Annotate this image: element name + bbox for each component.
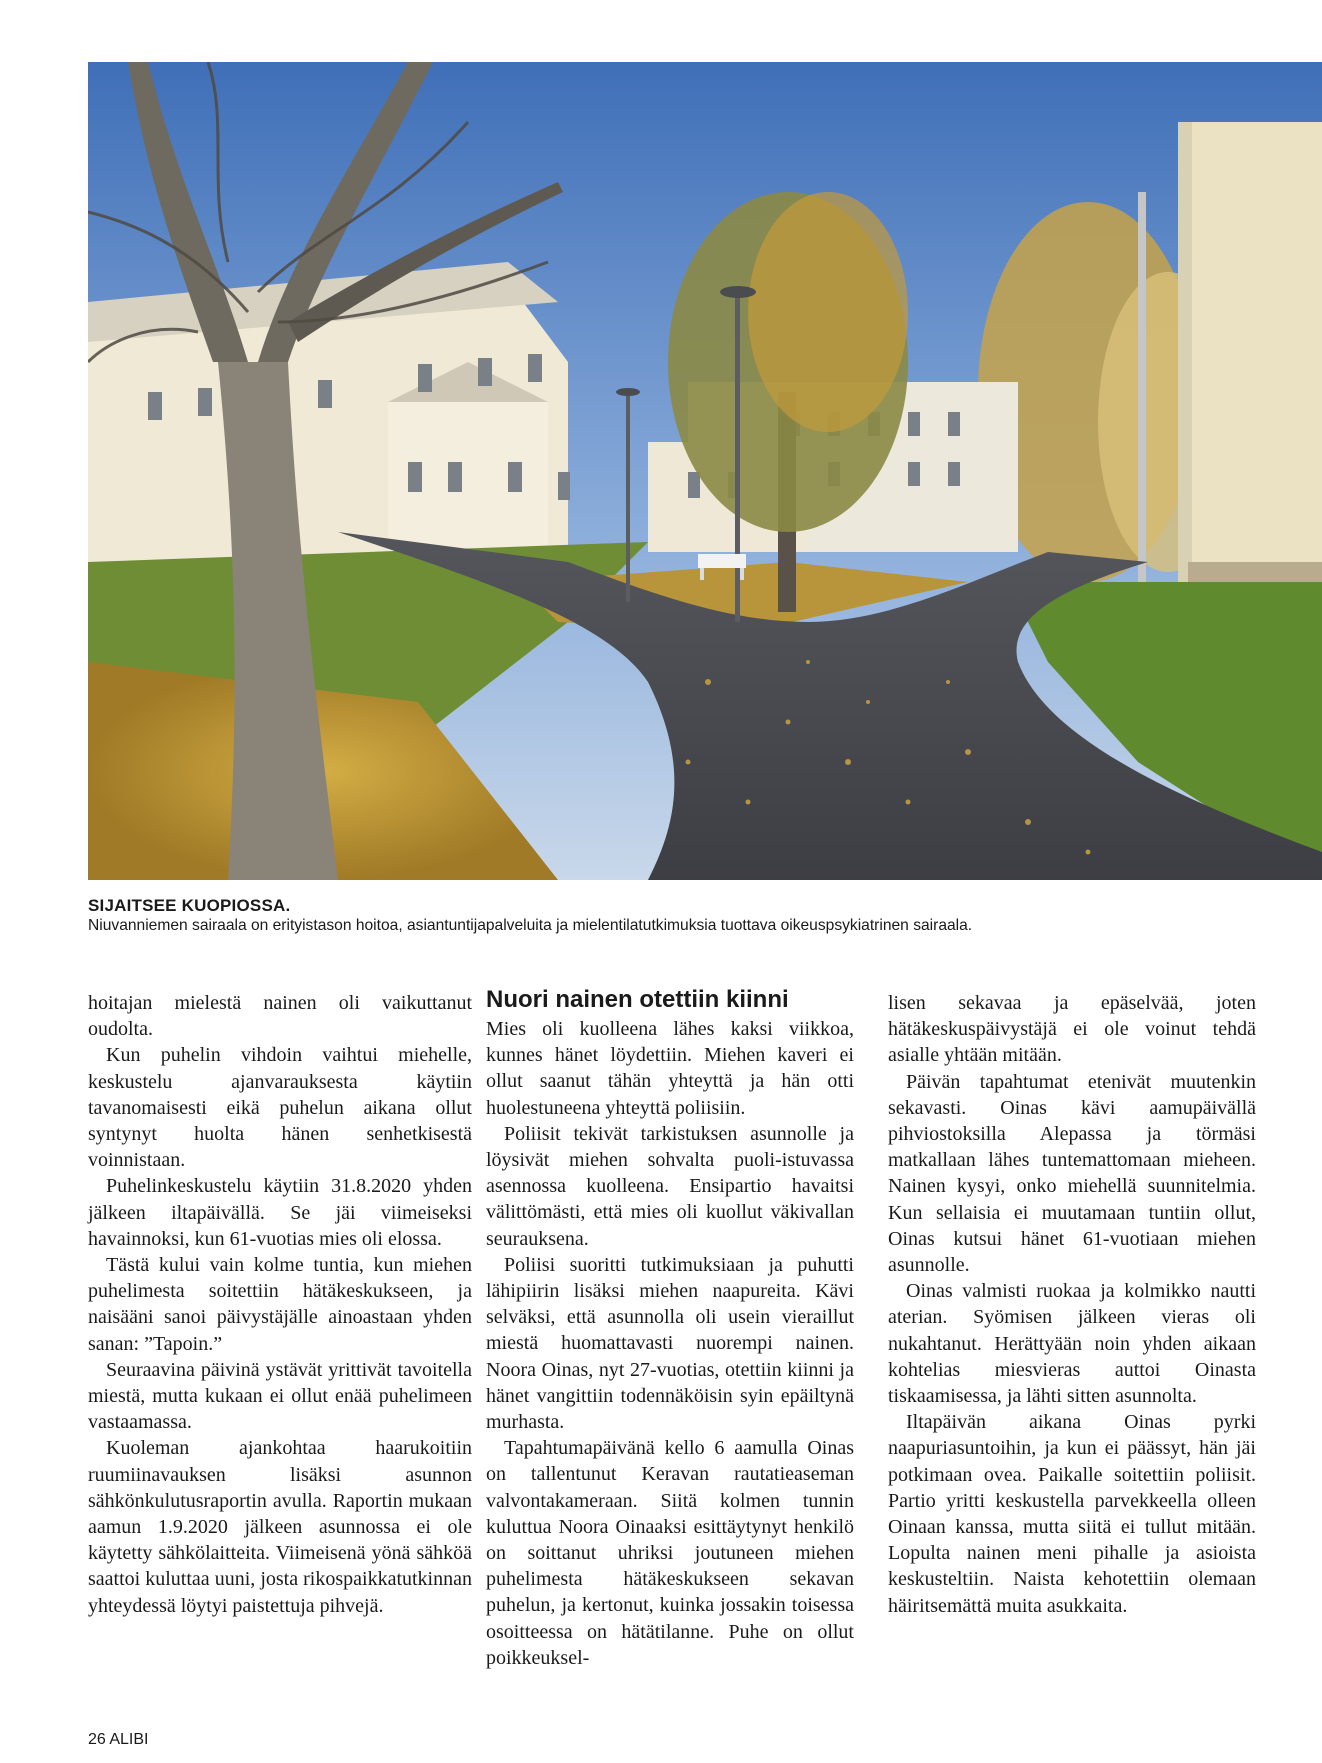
page-folio: 26 ALIBI — [88, 1731, 149, 1748]
caption-text: Niuvanniemen sairaala on erityistason hoitoa, asiantuntijapalveluita ja mielentilatutkimuksia tuottava oikeuspsykiatrinen sairaala. — [88, 917, 973, 934]
body-paragraph: Kun puhelin vihdoin vaihtui miehelle, keskustelu ajanvarauksesta käytiin tavanomaisesti eikä puhelun aikana ollut syntynyt huolta hänen senhetkisestä voinnistaan. — [88, 1044, 472, 1172]
body-paragraph: Iltapäivän aikana Oinas pyrki naapuriasuntoihin, ja kun ei päässyt, hän jäi potkimaan ovea. Paikalle soitettiin poliisit. Partio yritti keskustella parvekkeella olleen Oinaan kanssa, mutta siitä ei tullut mitään. Lopulta nainen meni pihalle ja asioista keskusteltiin. Naista kehotettiin olemaan häiritsemättä muita asukkaita. — [888, 1411, 1256, 1617]
body-paragraph: Oinas valmisti ruokaa ja kolmikko nautti aterian. Syömisen jälkeen vieras oli nukahtanut. Herättyään noin yhden aikaan kohtelias miesvieras auttoi Oinasta tiskaamisessa, ja lähti sitten asunnolta. — [888, 1280, 1256, 1408]
body-paragraph: Mies oli kuolleena lähes kaksi viikkoa, kunnes hänet löydettiin. Miehen kaveri ei ollut saanut tähän yhteyttä ja hän otti huolestuneena yhteyttä poliisiin. — [486, 1018, 854, 1119]
photo-illustration — [88, 62, 1322, 880]
body-paragraph: hoitajan mielestä nainen oli vaikuttanut oudolta. — [88, 992, 472, 1041]
article-column-1 — [88, 990, 472, 1619]
photo-caption — [88, 896, 1268, 936]
body-paragraph: Seuraavina päivinä ystävät yrittivät tavoitella miestä, mutta kukaan ei ollut enää puhelimeen vastaamassa. — [88, 1358, 472, 1434]
body-paragraph: Päivän tapahtumat etenivät muutenkin sekavasti. Oinas kävi aamupäivällä pihviostoksilla Alepassa ja törmäsi matkallaan lähes tuntemattomaan mieheen. Nainen kysyi, onko miehellä suunnitelmia. Kun sellaisia ei muutamaan tuntiin ollut, Oinas kutsui hänet 61-vuotiaan miehen asunnolle. — [888, 1070, 1256, 1277]
body-paragraph: Poliisi suoritti tutkimuksiaan ja puhutti lähipiirin lisäksi miehen naapureita. Kävi selväksi, että asunnolla oli usein vieraillut miestä huomattavasti nuorempi nainen. Noora Oinas, nyt 27-vuotias, otettiin kiinni ja hänet vangittiin todennäköisin syin epäiltynä murhasta. — [486, 1253, 854, 1434]
body-paragraph: Tapahtumapäivänä kello 6 aamulla Oinas on tallentunut Keravan rautatieaseman valvontakameraan. Siitä kolmen tunnin kuluttua Noora Oinaaksi esittäytynyt henkilö on soittanut uhriksi joutuneen miehen puhelimesta hätäkeskukseen sekavan puhelun, ja kertonut, kuinka jossakin toisessa osoitteessa on hätätilanne. Puhe on ollut poikkeuksel- — [486, 1437, 854, 1669]
article-column-2 — [486, 986, 854, 1671]
section-heading: Nuori nainen otettiin kiinni — [486, 986, 789, 1013]
body-paragraph: Puhelinkeskustelu käytiin 31.8.2020 yhden jälkeen iltapäivällä. Se jäi viimeiseksi havainnoksi, kun 61-vuotias mies oli elossa. — [88, 1175, 472, 1250]
body-paragraph: Poliisit tekivät tarkistuksen asunnolle ja löysivät miehen sohvalta puoli-istuvassa asennossa kuolleena. Ensipartio havaitsi välittömästi, että mies oli kuollut väkivallan seurauksena. — [486, 1122, 854, 1250]
body-paragraph: Kuoleman ajankohtaa haarukoitiin ruumiinavauksen lisäksi asunnon sähkönkulutusraportin avulla. Raportin mukaan aamun 1.9.2020 jälkeen asunnossa ei ole käytetty sähkölaitteita. Viimeisenä yönä sähköä saattoi kuluttaa uuni, josta rikospaikkatutkinnan yhteydessä löytyi paistettuja pihvejä. — [88, 1437, 472, 1617]
hospital-courtyard-photo — [88, 62, 1322, 880]
caption-title: SIJAITSEE KUOPIOSSA. — [88, 896, 291, 915]
body-paragraph: Tästä kului vain kolme tuntia, kun miehen puhelimesta soitettiin hätäkeskukseen, ja naisääni sanoi päivystäjälle ainoastaan yhden sanan: ”Tapoin.” — [88, 1254, 472, 1355]
body-paragraph: lisen sekavaa ja epäselvää, joten hätäkeskuspäivystäjä ei ole voinut tehdä asialle yhtään mitään. — [888, 992, 1256, 1067]
article-column-3 — [888, 990, 1256, 1619]
